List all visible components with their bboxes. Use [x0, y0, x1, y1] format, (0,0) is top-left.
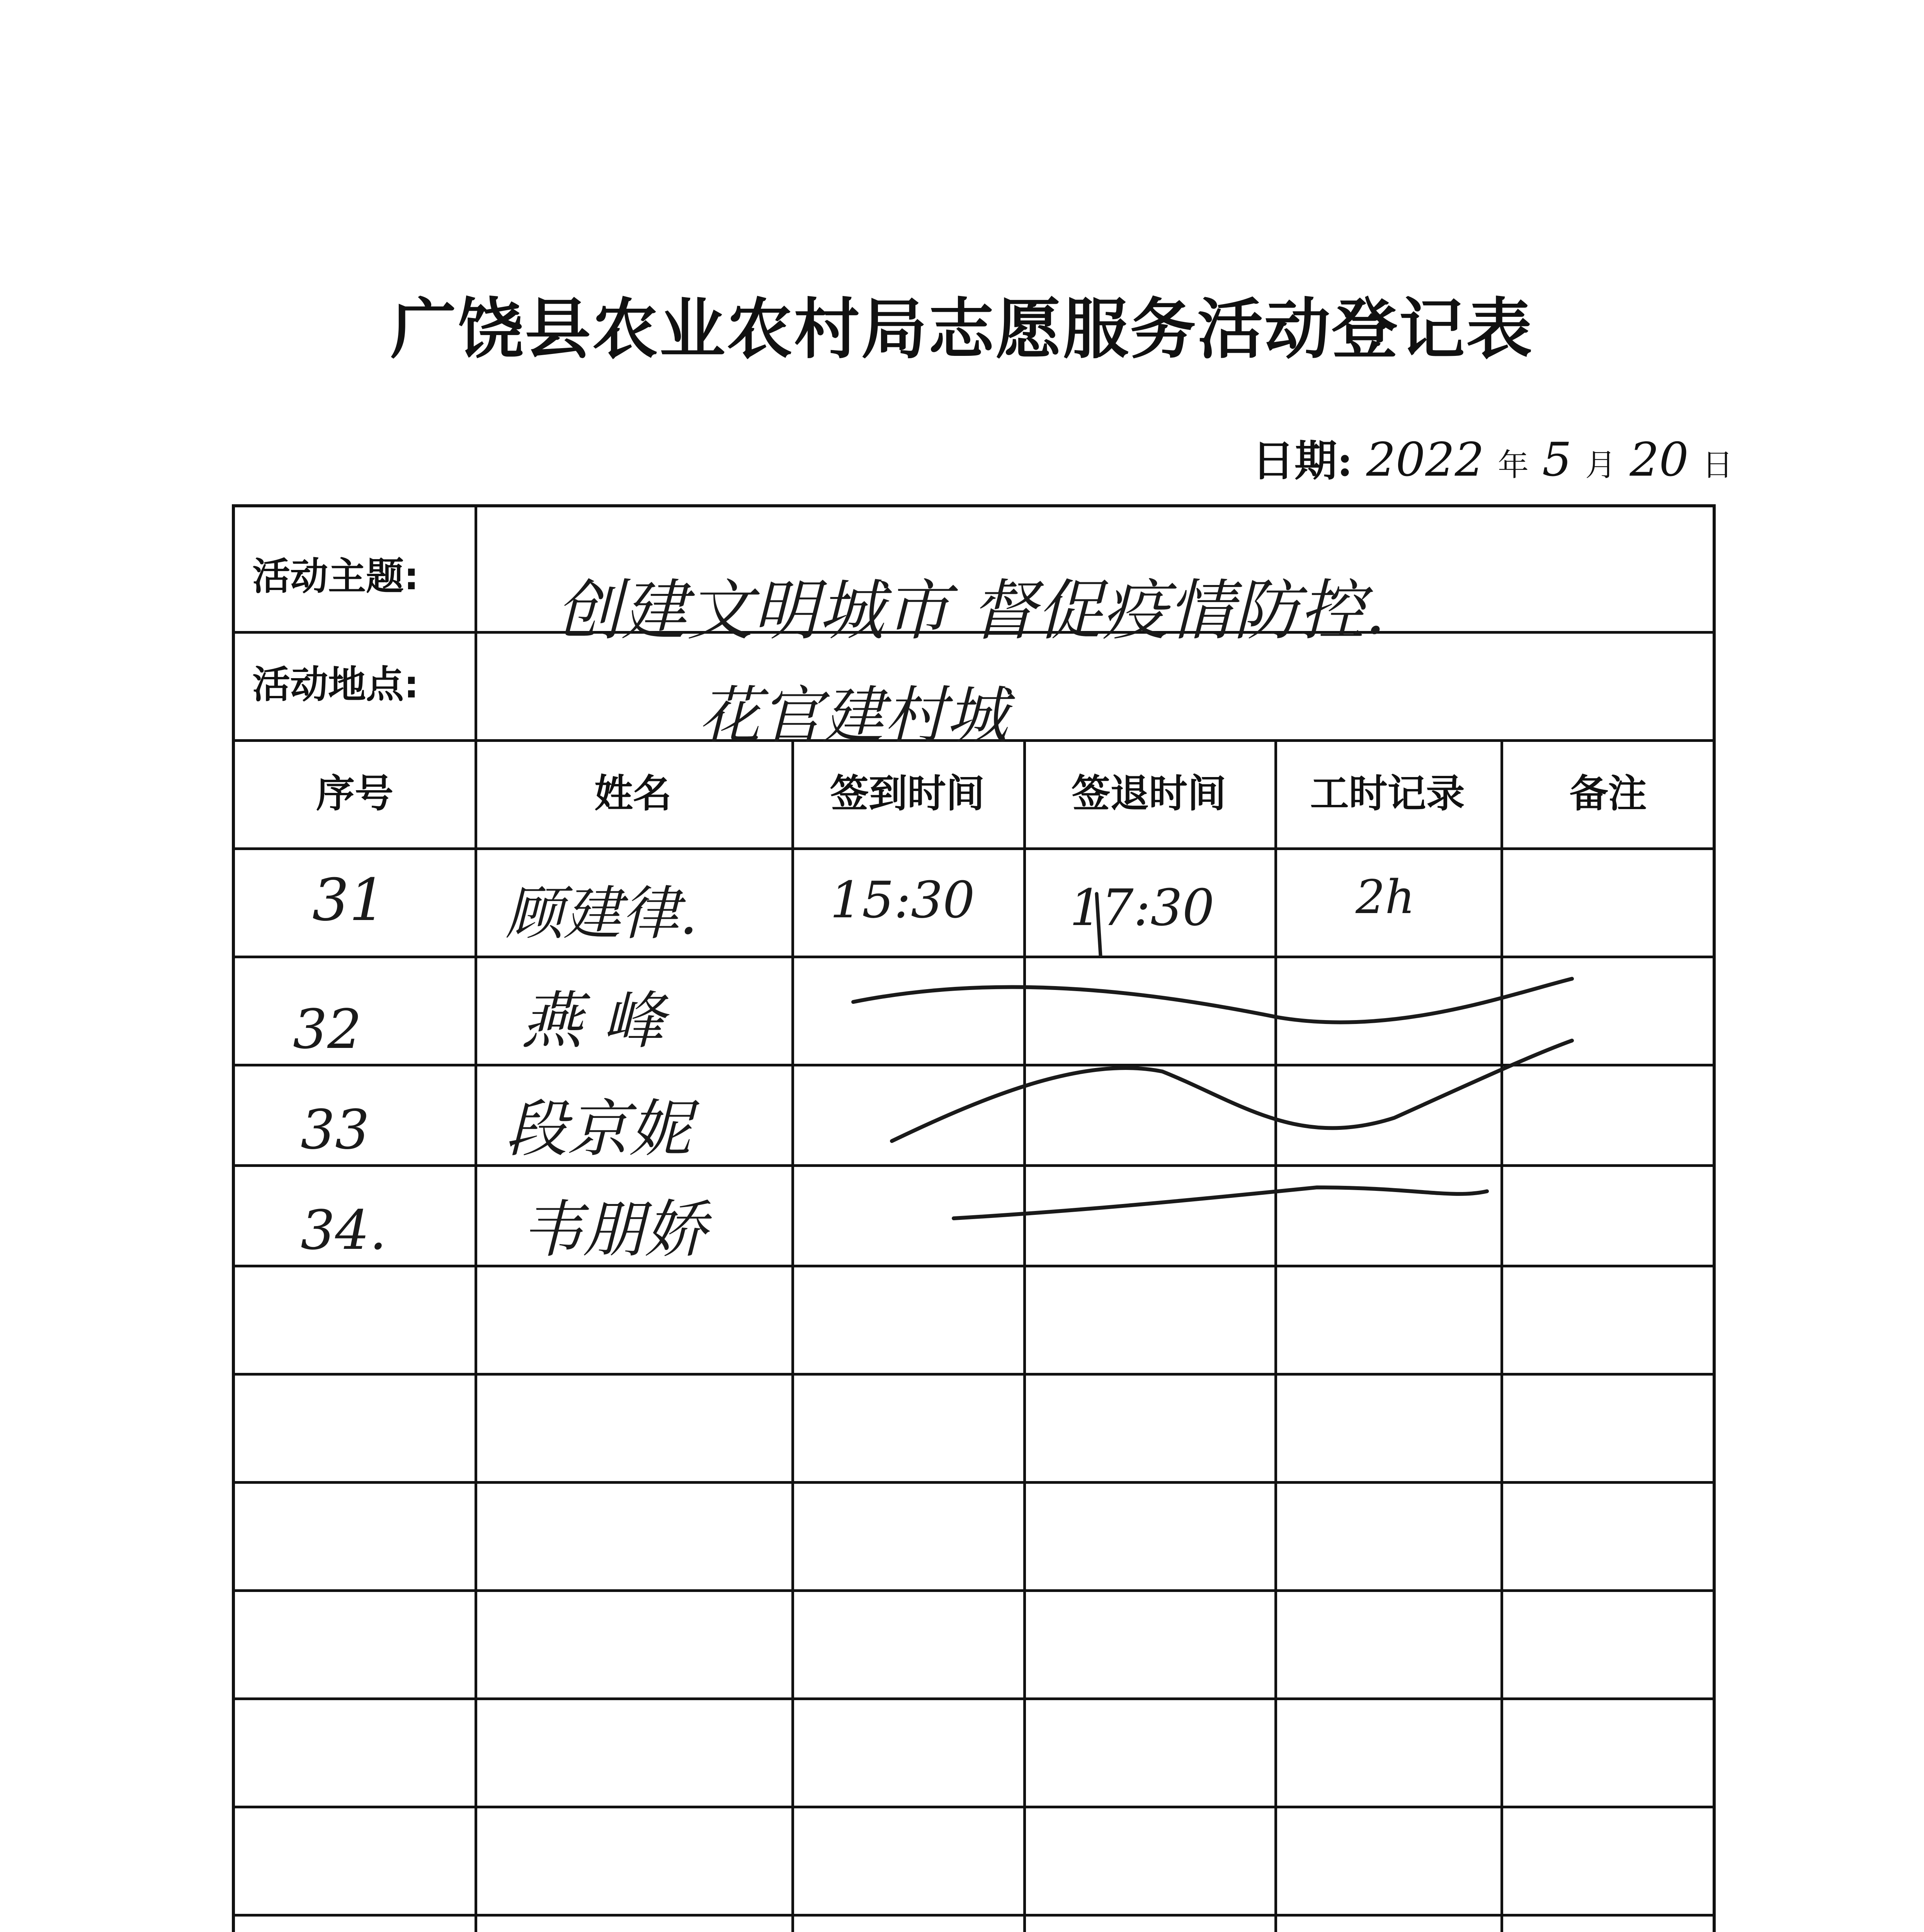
row-no: 31 — [312, 867, 386, 934]
header-no: 序号 — [316, 771, 393, 816]
header-name: 姓名 — [594, 771, 672, 816]
date-row — [1252, 427, 1733, 487]
row-sign-out: 17:30 — [1070, 878, 1215, 937]
row-name: 段京妮 — [505, 1093, 691, 1165]
theme-value: 创建文明城市 督促疫情防控. — [556, 573, 1386, 649]
date-year-unit: 年 — [1497, 447, 1529, 483]
date-month: 5 — [1542, 433, 1572, 487]
header-hours: 工时记录 — [1310, 771, 1465, 816]
sign-out-tick — [1097, 894, 1101, 956]
row-no: 34. — [301, 1199, 387, 1262]
row-no: 33 — [301, 1099, 370, 1162]
row-name: 顾建律. — [505, 880, 698, 947]
ditto-stroke-row34 — [954, 1187, 1487, 1218]
date-month-unit: 月 — [1585, 447, 1616, 483]
place-label: 活动地点: — [252, 663, 419, 707]
row-sign-in: 15:30 — [830, 871, 975, 929]
place-value: 花官建村城 — [699, 679, 1008, 752]
header-sign-in: 签到时间 — [830, 771, 985, 816]
date-year: 2022 — [1366, 433, 1484, 487]
row-hours: 2h — [1356, 871, 1415, 924]
ditto-strokes — [235, 507, 1719, 1932]
row-name: 燕 峰 — [521, 985, 664, 1057]
row-name: 韦朋娇 — [521, 1193, 707, 1265]
date-label: 日期: — [1252, 436, 1353, 486]
date-day-unit: 日 — [1702, 447, 1733, 483]
registration-table — [232, 504, 1716, 1932]
date-day: 20 — [1630, 433, 1689, 487]
row-no: 32 — [293, 998, 362, 1061]
header-sign-out: 签退时间 — [1072, 771, 1226, 816]
form-title: 广饶县农业农村局志愿服务活动登记表 — [390, 291, 1534, 368]
ditto-stroke-row33 — [892, 1041, 1572, 1141]
header-note: 备注 — [1569, 771, 1647, 816]
theme-label: 活动主题: — [252, 554, 419, 599]
ditto-stroke-row32 — [853, 979, 1572, 1022]
